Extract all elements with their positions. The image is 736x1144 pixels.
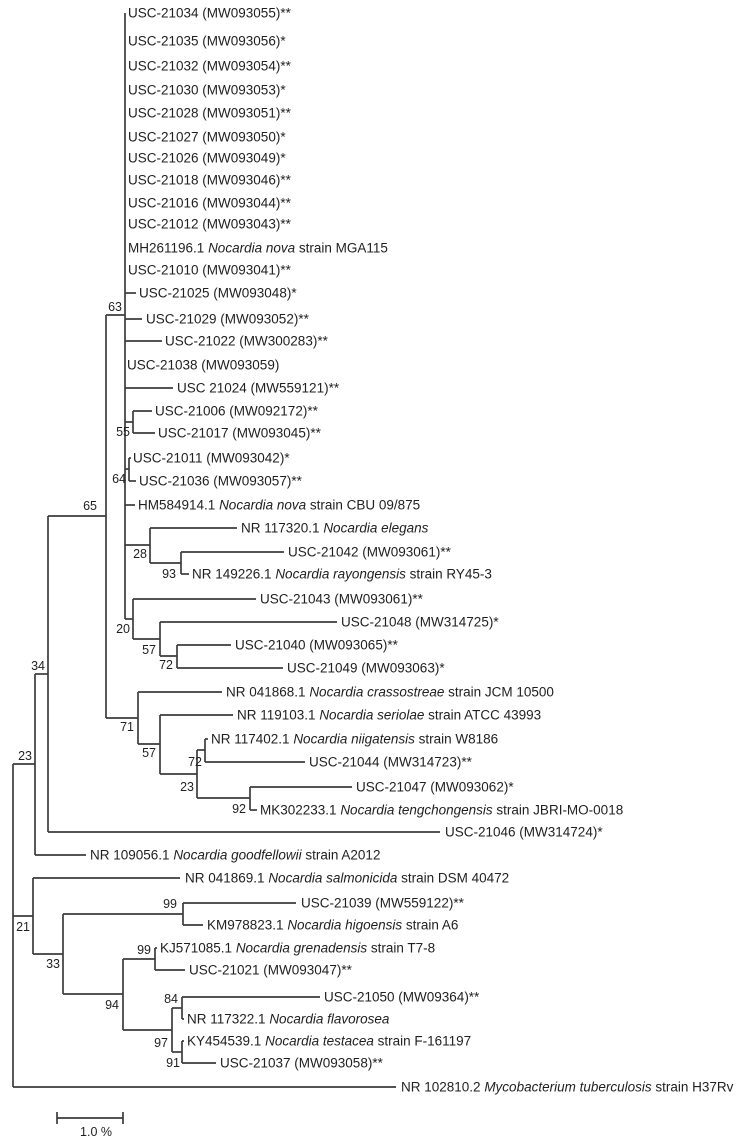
taxon-label: USC-21050 (MW09364)** xyxy=(324,989,480,1005)
bootstrap-value: 33 xyxy=(46,957,60,971)
bootstrap-value: 71 xyxy=(120,720,134,734)
bootstrap-value: 63 xyxy=(108,300,122,314)
taxon-label: USC-21016 (MW093044)** xyxy=(128,195,291,211)
bootstrap-value: 97 xyxy=(154,1036,168,1050)
taxon-label: NR 117322.1 Nocardia flavorosea xyxy=(187,1011,390,1027)
bootstrap-value: 72 xyxy=(188,755,202,769)
taxon-label: USC-21030 (MW093053)* xyxy=(128,82,286,98)
taxon-label: NR 109056.1 Nocardia goodfellowii strain A2012 xyxy=(90,847,381,863)
taxon-label: USC-21028 (MW093051)** xyxy=(128,105,291,121)
taxon-label: USC-21027 (MW093050)* xyxy=(128,129,286,145)
taxon-label: USC-21049 (MW093063)* xyxy=(287,660,445,676)
bootstrap-value: 94 xyxy=(105,998,119,1012)
taxon-label: USC-21018 (MW093046)** xyxy=(128,172,291,188)
taxon-label: HM584914.1 Nocardia nova strain CBU 09/875 xyxy=(138,497,421,513)
bootstrap-value: 57 xyxy=(142,643,156,657)
taxon-label: NR 117402.1 Nocardia niigatensis strain W8186 xyxy=(211,731,499,747)
taxon-label: NR 119103.1 Nocardia seriolae strain ATCC 43993 xyxy=(237,707,542,723)
bootstrap-value: 65 xyxy=(83,499,97,513)
bootstrap-value: 99 xyxy=(163,897,177,911)
taxon-label: USC-21025 (MW093048)* xyxy=(139,285,297,301)
taxon-label: NR 117320.1 Nocardia elegans xyxy=(241,520,429,536)
bootstrap-value: 93 xyxy=(162,567,176,581)
taxon-label: USC-21046 (MW314724)* xyxy=(445,824,603,840)
taxon-label: MH261196.1 Nocardia nova strain MGA115 xyxy=(128,240,388,256)
taxon-label: NR 149226.1 Nocardia rayongensis strain RY45-3 xyxy=(192,566,492,582)
taxon-label: USC-21039 (MW559122)** xyxy=(301,895,464,911)
bootstrap-value: 64 xyxy=(112,472,126,486)
taxon-label: USC-21029 (MW093052)** xyxy=(146,311,309,327)
taxon-label: USC-21047 (MW093062)* xyxy=(356,779,514,795)
bootstrap-value: 23 xyxy=(18,749,32,763)
taxon-label: USC-21022 (MW300283)** xyxy=(165,333,328,349)
taxon-label: NR 102810.2 Mycobacterium tuberculosis strain H37Rv xyxy=(401,1079,734,1095)
taxon-label: NR 041869.1 Nocardia salmonicida strain DSM 40472 xyxy=(185,870,510,886)
taxon-label: USC-21038 (MW093059) xyxy=(127,357,280,373)
bootstrap-value: 28 xyxy=(133,547,147,561)
taxon-label: USC-21010 (MW093041)** xyxy=(128,262,291,278)
bootstrap-value: 72 xyxy=(159,658,173,672)
taxon-label: USC-21048 (MW314725)* xyxy=(341,614,499,630)
taxon-label: USC-21036 (MW093057)** xyxy=(139,473,302,489)
taxon-label: KY454539.1 Nocardia testacea strain F-161197 xyxy=(187,1033,472,1049)
taxon-label: USC-21034 (MW093055)** xyxy=(128,5,291,21)
taxon-label: MK302233.1 Nocardia tengchongensis strain JBRI-MO-0018 xyxy=(260,802,624,818)
bootstrap-value: 92 xyxy=(232,802,246,816)
taxon-label: USC-21006 (MW092172)** xyxy=(155,403,318,419)
bootstrap-value: 20 xyxy=(116,622,130,636)
taxon-label: KM978823.1 Nocardia higoensis strain A6 xyxy=(207,917,459,933)
taxon-label: USC-21032 (MW093054)** xyxy=(128,58,291,74)
taxon-label: USC-21035 (MW093056)* xyxy=(128,33,286,49)
taxon-label: USC 21024 (MW559121)** xyxy=(177,380,340,396)
bootstrap-value: 21 xyxy=(16,920,30,934)
bootstrap-value: 23 xyxy=(180,780,194,794)
taxon-label: USC-21040 (MW093065)** xyxy=(235,637,398,653)
taxon-label: USC-21012 (MW093043)** xyxy=(128,216,291,232)
taxon-label: USC-21037 (MW093058)** xyxy=(220,1055,383,1071)
scale-bar-label: 1.0 % xyxy=(80,1125,112,1139)
taxon-label: USC-21042 (MW093061)** xyxy=(288,544,451,560)
taxon-label: USC-21021 (MW093047)** xyxy=(189,962,352,978)
taxon-label: USC-21011 (MW093042)* xyxy=(133,450,290,466)
bootstrap-value: 57 xyxy=(142,746,156,760)
bootstrap-value: 55 xyxy=(116,425,130,439)
bootstrap-value: 34 xyxy=(31,659,45,673)
bootstrap-value: 99 xyxy=(137,943,151,957)
bootstrap-value: 91 xyxy=(166,1056,180,1070)
taxon-label: USC-21043 (MW093061)** xyxy=(260,591,423,607)
taxon-label: USC-21044 (MW314723)** xyxy=(309,754,472,770)
taxon-label: USC-21017 (MW093045)** xyxy=(158,425,321,441)
taxon-label: NR 041868.1 Nocardia crassostreae strain JCM 10500 xyxy=(226,684,554,700)
taxon-label: KJ571085.1 Nocardia grenadensis strain T7-8 xyxy=(160,940,436,956)
bootstrap-value: 84 xyxy=(164,992,178,1006)
taxon-label: USC-21026 (MW093049)* xyxy=(128,150,286,166)
